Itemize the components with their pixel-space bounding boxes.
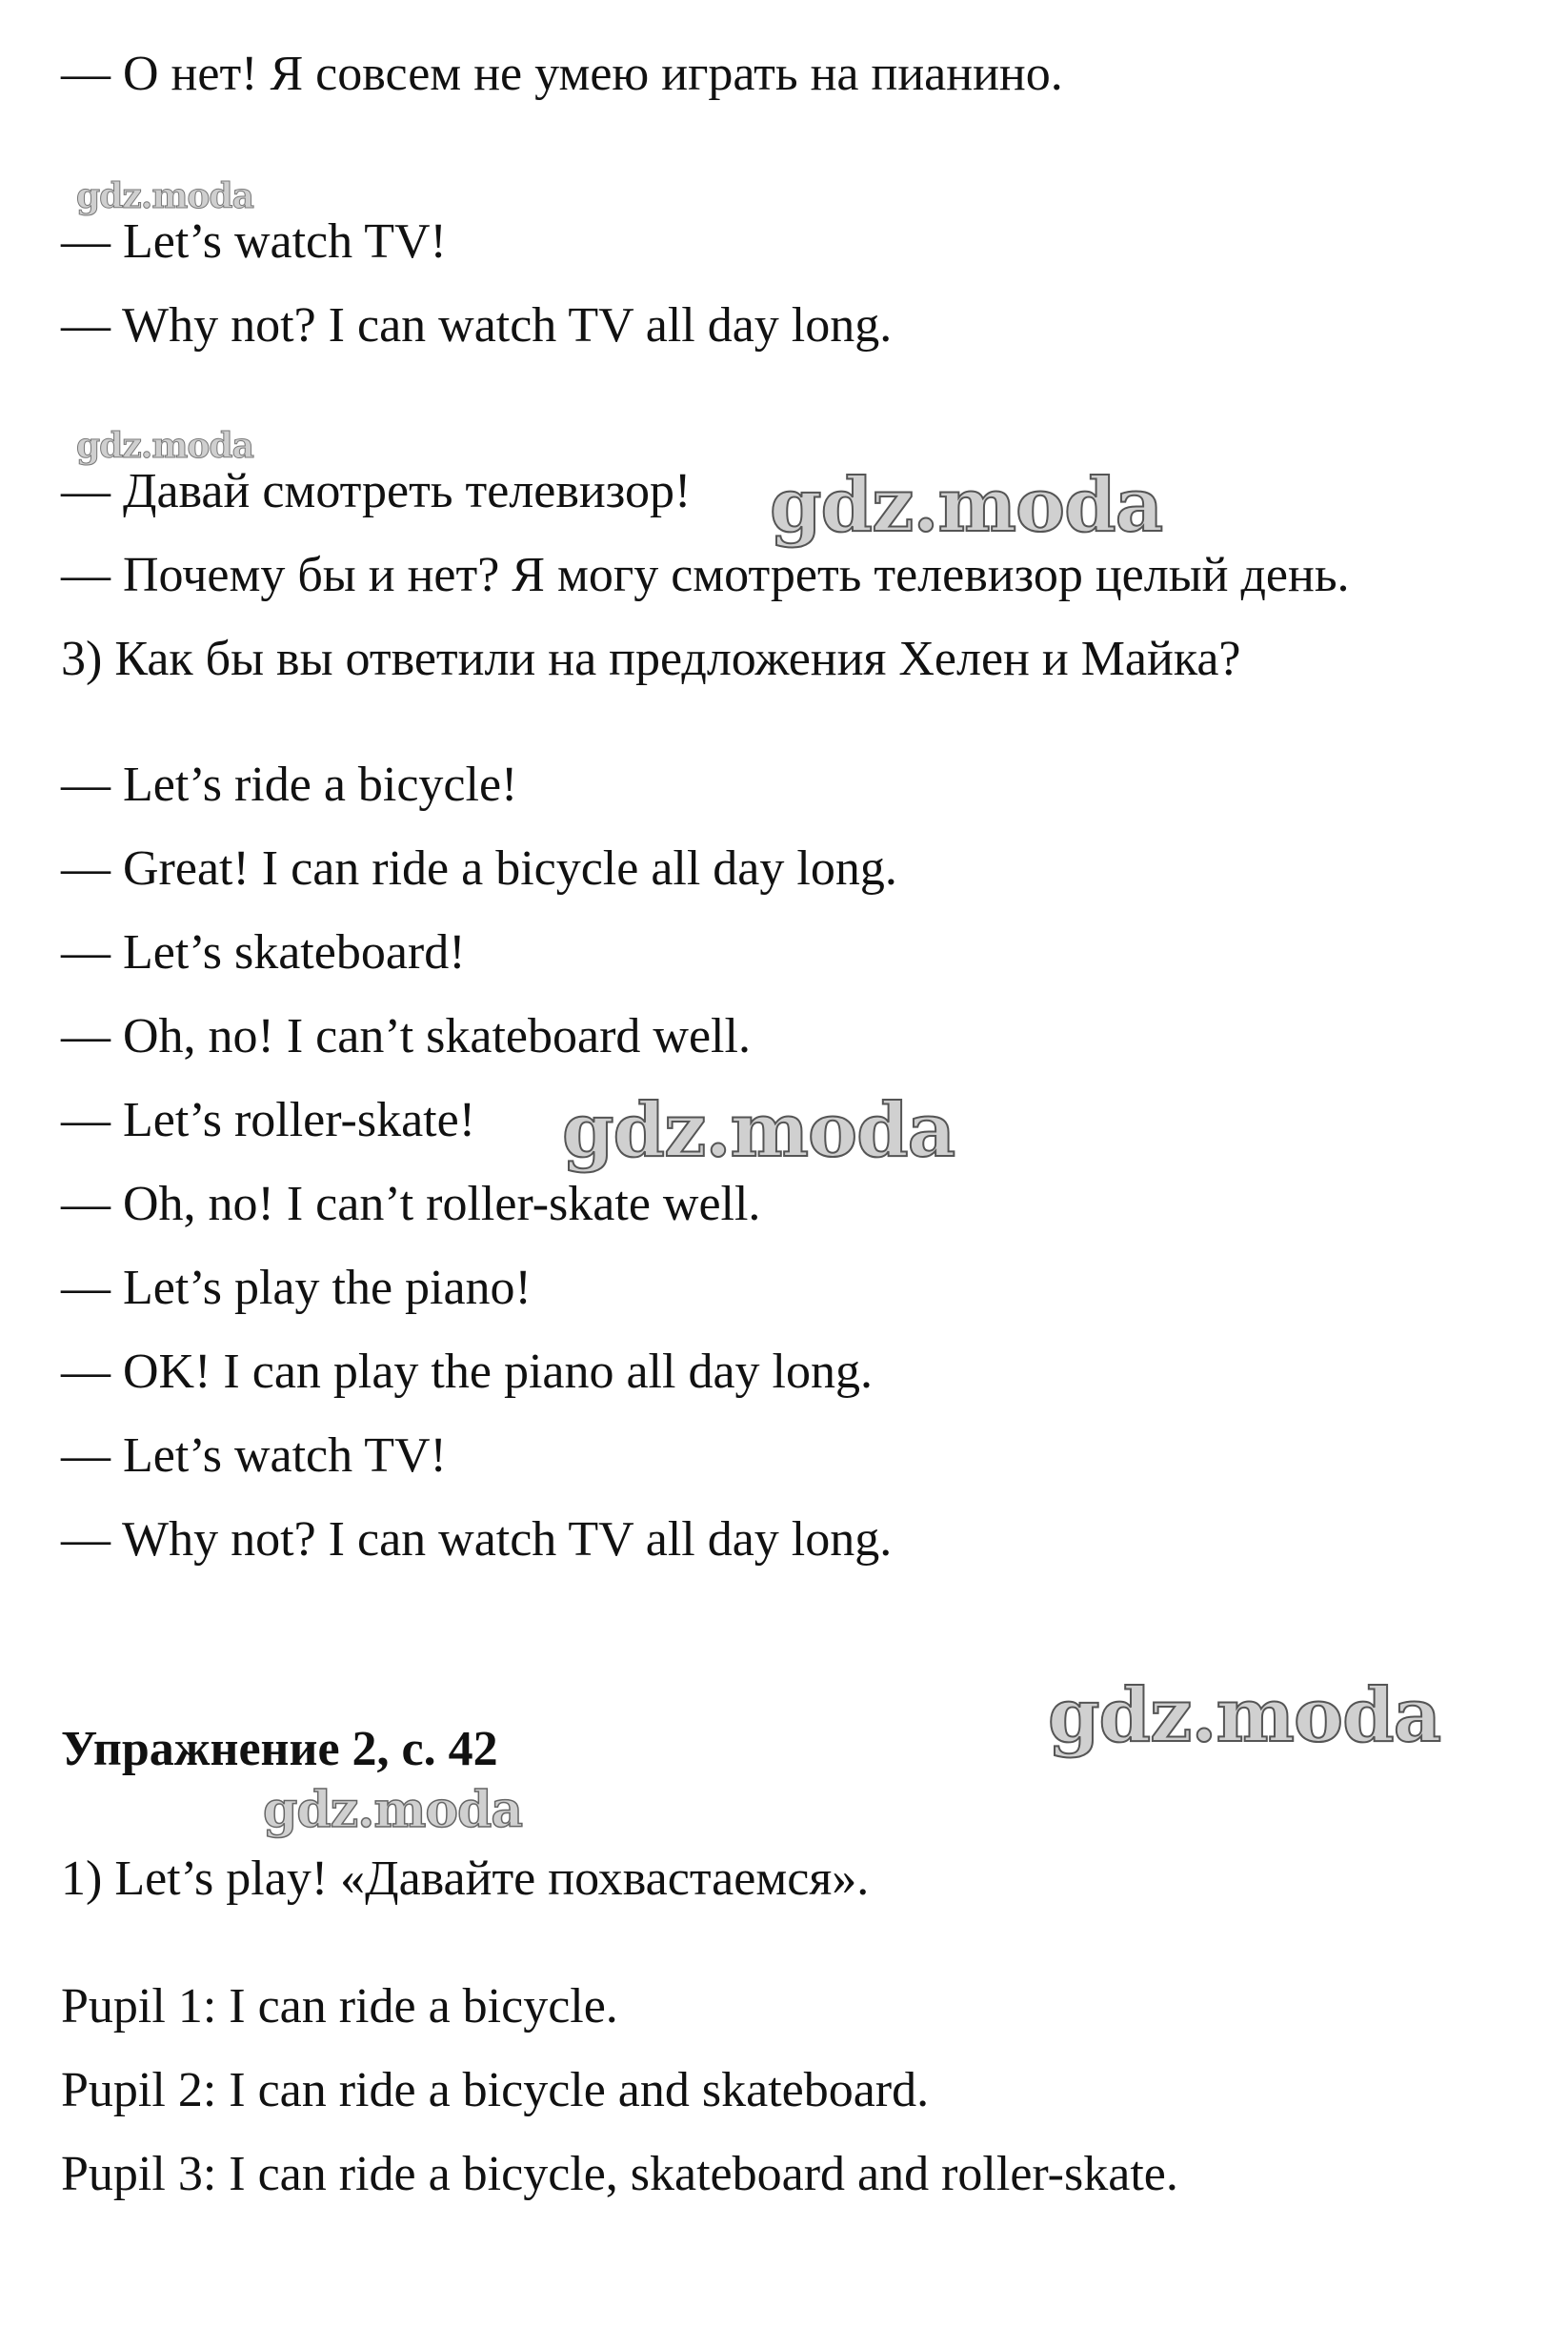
text-line: Pupil 3: I can ride a bicycle, skateboard and roller-skate. (61, 2147, 1178, 2201)
watermark: gdz.moda (76, 176, 253, 216)
watermark: gdz.moda (263, 1781, 523, 1839)
watermark: gdz.moda (1048, 1672, 1441, 1759)
watermark: gdz.moda (770, 462, 1163, 549)
text-line: — Let’s play the piano! (61, 1261, 532, 1315)
text-line: — О нет! Я совсем не умею играть на пианино. (61, 47, 1063, 101)
text-line: — Why not? I can watch TV all day long. (61, 1512, 893, 1567)
text-line: — OK! I can play the piano all day long. (61, 1345, 873, 1399)
text-line: — Great! I can ride a bicycle all day long. (61, 841, 897, 896)
text-line: — Oh, no! I can’t roller-skate well. (61, 1177, 761, 1231)
exercise-heading: Упражнение 2, с. 42 (61, 1722, 498, 1776)
text-line: Pupil 1: I can ride a bicycle. (61, 1979, 618, 2034)
text-line: — Let’s ride a bicycle! (61, 758, 518, 812)
text-line: — Oh, no! I can’t skateboard well. (61, 1009, 751, 1063)
text-line: 3) Как бы вы ответили на предложения Хелен и Майка? (61, 632, 1241, 686)
text-line: — Let’s watch TV! (61, 1428, 447, 1483)
text-line: — Let’s roller-skate! (61, 1093, 476, 1147)
text-line: Pupil 2: I can ride a bicycle and skateboard. (61, 2063, 930, 2117)
text-line: — Let’s watch TV! (61, 214, 447, 269)
watermark: gdz.moda (76, 426, 253, 466)
watermark: gdz.moda (562, 1087, 955, 1174)
text-line: — Why not? I can watch TV all day long. (61, 298, 893, 353)
text-line: — Давай смотреть телевизор! (61, 464, 692, 518)
text-line: — Let’s skateboard! (61, 925, 466, 980)
text-line: — Почему бы и нет? Я могу смотреть телевизор целый день. (61, 548, 1350, 602)
text-line: 1) Let’s play! «Давайте похвастаемся». (61, 1851, 870, 1906)
